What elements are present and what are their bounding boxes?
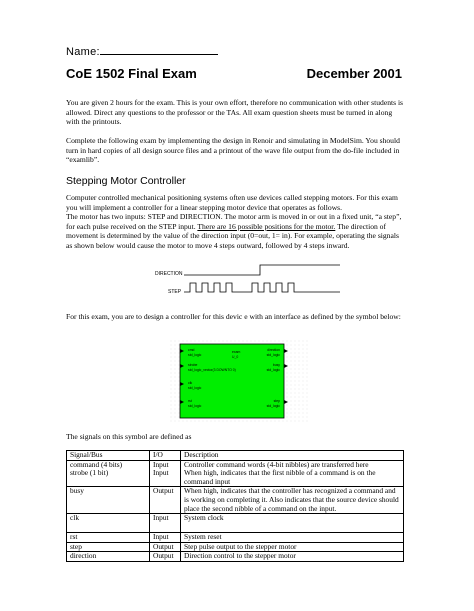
direction-label: DIRECTION bbox=[155, 271, 183, 277]
table-cell: rst bbox=[67, 533, 150, 543]
table-row bbox=[67, 460, 404, 487]
pin-cmd: cmd bbox=[188, 348, 195, 352]
name-field bbox=[66, 44, 218, 58]
intro-paragraph-1: You are given 2 hours for the exam. This is your own effort, therefore no communication with other students is allowed. Direct any questions to the professor or the TAs. All exam question sheets must be turned in along with the printouts. bbox=[66, 98, 404, 127]
table-cell: Input Input bbox=[150, 460, 181, 487]
title-row bbox=[66, 66, 402, 81]
table-row bbox=[67, 487, 404, 514]
pin-direction-type: std_logic bbox=[266, 353, 280, 357]
table-row bbox=[67, 533, 404, 543]
pin-direction: direction bbox=[267, 348, 280, 352]
step-waveform bbox=[184, 283, 340, 292]
section-paragraph-1: Computer controlled mechanical positioning systems often use devices called stepping motors. For this exam you will implement a controller for a linear stepping motor device that operates as follows. bbox=[66, 193, 398, 212]
table-cell: Input bbox=[150, 533, 181, 543]
table-cell: clk bbox=[67, 514, 150, 533]
table-cell: Step pulse output to the stepper motor bbox=[181, 542, 404, 552]
pin-strobe-type: std_logic_vector(3 DOWNTO 0) bbox=[188, 368, 236, 372]
table-cell: When high, indicates that the controller has recognized a command and is working on completing it. Also indicates that the source device should place the second nibble of a command on the input. bbox=[181, 487, 404, 514]
table-header-cell: I/O bbox=[150, 451, 181, 461]
interface-symbol bbox=[170, 340, 310, 422]
pin-clk: clk bbox=[188, 381, 193, 385]
pin-busy: busy bbox=[272, 363, 280, 367]
instance-name: exam bbox=[232, 350, 241, 354]
table-cell: Direction control to the stepper motor bbox=[181, 552, 404, 562]
timing-diagram bbox=[150, 262, 340, 298]
name-label: Name: bbox=[66, 46, 100, 58]
pin-busy-type: std_logic bbox=[266, 368, 280, 372]
section-heading: Stepping Motor Controller bbox=[66, 175, 186, 187]
pin-cmd-type: std_logic bbox=[188, 353, 202, 357]
pin-rst-type: std_logic bbox=[188, 404, 202, 408]
pin-step-type: std_logic bbox=[266, 404, 280, 408]
section-paragraph-2a: The motor has two inputs: STEP and DIRECTION. The motor arm is moved in or out in a fixed unit, “a step”, for each pulse received on the STEP input. bbox=[66, 212, 402, 231]
positions-note: There are 16 possible positions for the motor. bbox=[197, 221, 336, 231]
section-paragraph-2b: The direction of movement is determined by the value of the direction input (0=out, 1= in). For example, operating the signals as shown below would cause the motor to move 4 steps outward, followed by 4 steps inward. bbox=[66, 221, 399, 250]
signals-table bbox=[66, 450, 404, 562]
instance-id: U_0 bbox=[232, 355, 239, 359]
signals-intro: The signals on this symbol are defined as bbox=[66, 432, 192, 441]
exam-title: CoE 1502 Final Exam bbox=[66, 66, 197, 81]
table-header-cell: Signal/Bus bbox=[67, 451, 150, 461]
table-cell: Output bbox=[150, 542, 181, 552]
table-cell: Output bbox=[150, 487, 181, 514]
table-header-row bbox=[67, 451, 404, 461]
table-row bbox=[67, 552, 404, 562]
table-cell: step bbox=[67, 542, 150, 552]
section-paragraph-2 bbox=[66, 212, 406, 250]
table-cell: direction bbox=[67, 552, 150, 562]
pin-clk-type: std_logic bbox=[188, 386, 202, 390]
exam-date: December 2001 bbox=[306, 66, 402, 81]
name-blank-line bbox=[100, 44, 218, 55]
table-cell: command (4 bits) strobe (1 bit) bbox=[67, 460, 150, 487]
intro-paragraph-2: Complete the following exam by implementing the design in Renoir and simulating in ModelSim. You should turn in hard copies of all design source files and a printout of the wave file output from the do-file included in “examlib”. bbox=[66, 136, 400, 165]
table-cell: Output bbox=[150, 552, 181, 562]
table-header-cell: Description bbox=[181, 451, 404, 461]
table-cell: Controller command words (4-bit nibbles) are transferred here When high, indicates that the first nibble of a command is on the command input bbox=[181, 460, 404, 487]
table-cell: System clock bbox=[181, 514, 404, 533]
table-cell: busy bbox=[67, 487, 150, 514]
table-cell: Input bbox=[150, 514, 181, 533]
pin-strobe: strobe bbox=[188, 363, 198, 367]
step-label: STEP bbox=[168, 289, 182, 295]
pin-step: step bbox=[273, 399, 280, 403]
table-cell: System reset bbox=[181, 533, 404, 543]
pin-rst: rst bbox=[188, 399, 192, 403]
interface-paragraph: For this exam, you are to design a controller for this devic e with an interface as defined by the symbol below: bbox=[66, 312, 401, 321]
direction-waveform bbox=[184, 265, 340, 275]
table-row bbox=[67, 514, 404, 533]
